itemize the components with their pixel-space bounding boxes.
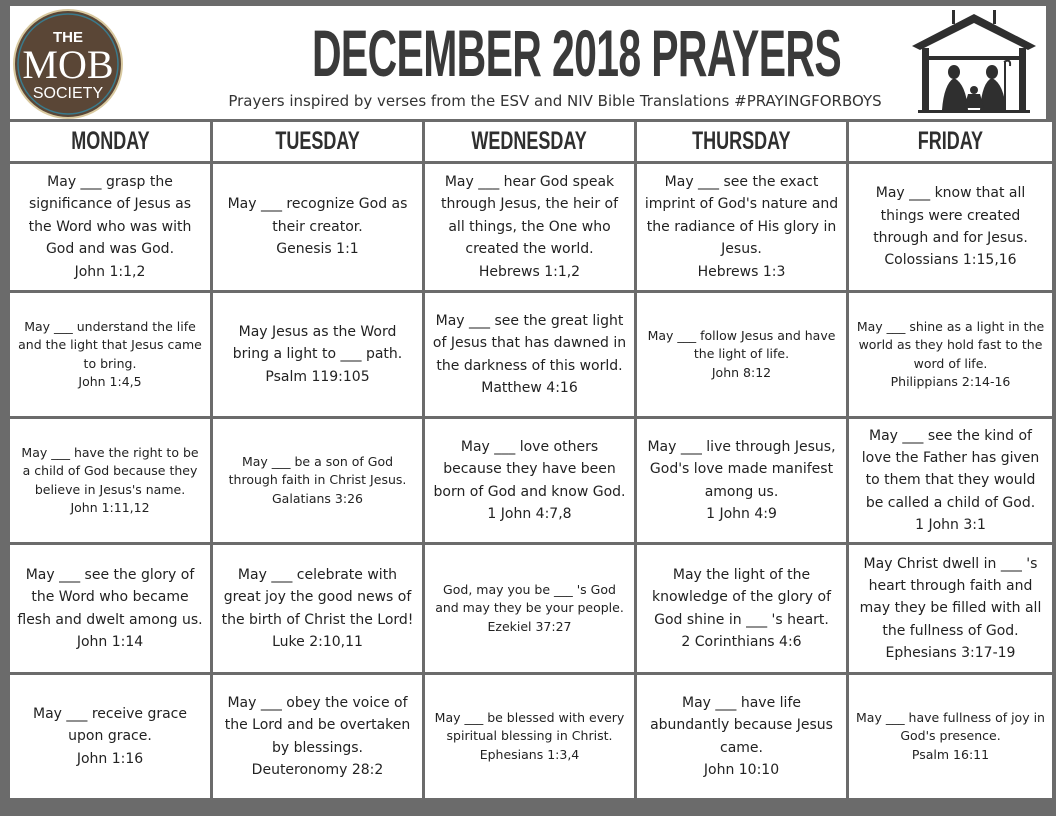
svg-text:MOB: MOB bbox=[22, 42, 114, 87]
prayer-text: May ___ be a son of God through faith in Christ Jesus. bbox=[228, 454, 407, 488]
prayer-text: May ___ love others because they have been born of God and know God. bbox=[433, 438, 626, 500]
prayer-text: May ___ see the kind of love the Father has given to them that they would be called a child of God. bbox=[861, 427, 1040, 511]
prayer-cell bbox=[637, 293, 846, 416]
prayer-text: May ___ know that all things were created through and for Jesus. bbox=[873, 185, 1028, 246]
prayer-text: May ___ live through Jesus, God's love made manifest among us. bbox=[647, 438, 836, 500]
verse-ref: Luke 2:10,11 bbox=[272, 633, 363, 650]
prayer-cell bbox=[849, 545, 1052, 672]
prayer-text: May ___ hear God speak through Jesus, the heir of all things, the One who created the world. bbox=[440, 174, 619, 258]
verse-ref: Ephesians 1:3,4 bbox=[479, 746, 580, 762]
prayer-text: May ___ have fullness of joy in God's presence. bbox=[856, 710, 1045, 744]
day-header-tuesday: TUESDAY bbox=[213, 122, 422, 161]
prayer-text: May ___ understand the life and the light that Jesus came to bring. bbox=[18, 319, 202, 371]
verse-ref: Ephesians 3:17-19 bbox=[885, 645, 1016, 662]
verse-ref: Colossians 1:15,16 bbox=[884, 252, 1017, 269]
prayer-cell bbox=[425, 419, 634, 542]
prayer-cell bbox=[849, 164, 1052, 290]
page-title: DECEMBER 2018 PRAYERS bbox=[312, 16, 841, 90]
prayer-cell bbox=[213, 419, 422, 542]
prayer-cell bbox=[10, 164, 210, 290]
prayer-text: May ___ have life abundantly because Jesus came. bbox=[650, 694, 833, 756]
prayer-cell bbox=[425, 675, 634, 798]
verse-ref: 1 John 3:1 bbox=[915, 517, 986, 534]
prayer-cell bbox=[10, 293, 210, 416]
prayer-text: May ___ be blessed with every spiritual blessing in Christ. bbox=[434, 710, 625, 744]
calendar-grid bbox=[10, 122, 1046, 806]
verse-ref: Philippians 2:14-16 bbox=[890, 373, 1011, 389]
verse-ref: 1 John 4:7,8 bbox=[487, 505, 572, 522]
verse-ref: John 10:10 bbox=[703, 761, 780, 778]
prayer-text: May Jesus as the Word bring a light to ___ path. bbox=[232, 323, 403, 363]
verse-ref: Psalm 16:11 bbox=[911, 746, 990, 762]
prayer-cell bbox=[637, 164, 846, 290]
prayer-cell bbox=[213, 164, 422, 290]
svg-text:THE: THE bbox=[53, 29, 83, 46]
verse-ref: Hebrews 1:1,2 bbox=[478, 263, 581, 280]
prayer-text: May ___ shine as a light in the world as they hold fast to the word of life. bbox=[856, 319, 1045, 371]
prayer-cell bbox=[425, 293, 634, 416]
verse-ref: 1 John 4:9 bbox=[706, 505, 777, 522]
prayer-cell bbox=[849, 675, 1052, 798]
verse-ref: John 1:14 bbox=[76, 633, 144, 650]
page-subtitle: Prayers inspired by verses from the ESV and NIV Bible Translations #PRAYINGFORBOYS bbox=[228, 92, 882, 110]
verse-ref: John 8:12 bbox=[711, 364, 772, 380]
prayer-cell bbox=[213, 293, 422, 416]
day-header-wednesday: WEDNESDAY bbox=[425, 122, 634, 161]
prayer-text: May ___ grasp the significance of Jesus as the Word who was with God and was God. bbox=[28, 174, 192, 258]
verse-ref: Hebrews 1:3 bbox=[697, 263, 786, 280]
verse-ref: John 1:4,5 bbox=[78, 373, 142, 389]
header bbox=[10, 6, 1046, 119]
prayer-cell bbox=[10, 545, 210, 672]
prayer-cell bbox=[849, 293, 1052, 416]
verse-ref: John 1:16 bbox=[76, 750, 144, 767]
day-header-friday: FRIDAY bbox=[849, 122, 1052, 161]
verse-ref: Deuteronomy 28:2 bbox=[251, 761, 384, 778]
verse-ref: John 1:11,12 bbox=[70, 499, 150, 515]
prayer-cell bbox=[849, 419, 1052, 542]
prayer-text: May ___ follow Jesus and have the light of life. bbox=[647, 328, 836, 362]
prayer-cell bbox=[213, 545, 422, 672]
prayer-text: May ___ celebrate with great joy the good news of the birth of Christ the Lord! bbox=[221, 566, 414, 628]
verse-ref: Ezekiel 37:27 bbox=[487, 618, 572, 634]
verse-ref: Genesis 1:1 bbox=[276, 241, 359, 258]
prayer-cell bbox=[213, 675, 422, 798]
prayer-cell bbox=[637, 419, 846, 542]
day-header-monday: MONDAY bbox=[10, 122, 210, 161]
prayer-text: May ___ obey the voice of the Lord and be overtaken by blessings. bbox=[224, 694, 411, 756]
prayer-text: May ___ receive grace upon grace. bbox=[33, 705, 187, 745]
prayer-cell bbox=[10, 675, 210, 798]
prayer-text: May ___ see the exact imprint of God's nature and the radiance of His glory in Jesus. bbox=[644, 174, 839, 258]
prayer-text: May the light of the knowledge of the glory of God shine in ___ 's heart. bbox=[651, 566, 832, 628]
prayer-cell bbox=[425, 545, 634, 672]
day-header-thursday: THURSDAY bbox=[637, 122, 846, 161]
prayer-text: May ___ recognize God as their creator. bbox=[227, 196, 408, 235]
prayer-cell bbox=[637, 675, 846, 798]
mob-society-logo bbox=[12, 8, 124, 120]
prayer-text: May ___ see the great light of Jesus that has dawned in the darkness of this world. Matthew 4:16 bbox=[432, 312, 627, 396]
prayer-cell bbox=[637, 545, 846, 672]
verse-ref: Galatians 3:26 bbox=[272, 490, 363, 506]
verse-ref: John 1:1,2 bbox=[74, 263, 146, 280]
verse-ref: 2 Corinthians 4:6 bbox=[681, 633, 802, 650]
prayer-text: May ___ have the right to be a child of God because they believe in Jesus's name. bbox=[21, 445, 199, 497]
svg-text:SOCIETY: SOCIETY bbox=[32, 85, 104, 102]
prayer-text: God, may you be ___ 's God and may they be your people. bbox=[435, 582, 624, 616]
prayer-cell bbox=[10, 419, 210, 542]
verse-ref: Psalm 119:105 bbox=[265, 368, 370, 385]
prayer-text: May Christ dwell in ___ 's heart through faith and may they be filled with all the fullness of God. bbox=[859, 555, 1042, 639]
prayer-text: May ___ see the glory of the Word who became flesh and dwelt among us. bbox=[17, 566, 203, 628]
prayer-cell bbox=[425, 164, 634, 290]
nativity-icon bbox=[908, 10, 1040, 114]
